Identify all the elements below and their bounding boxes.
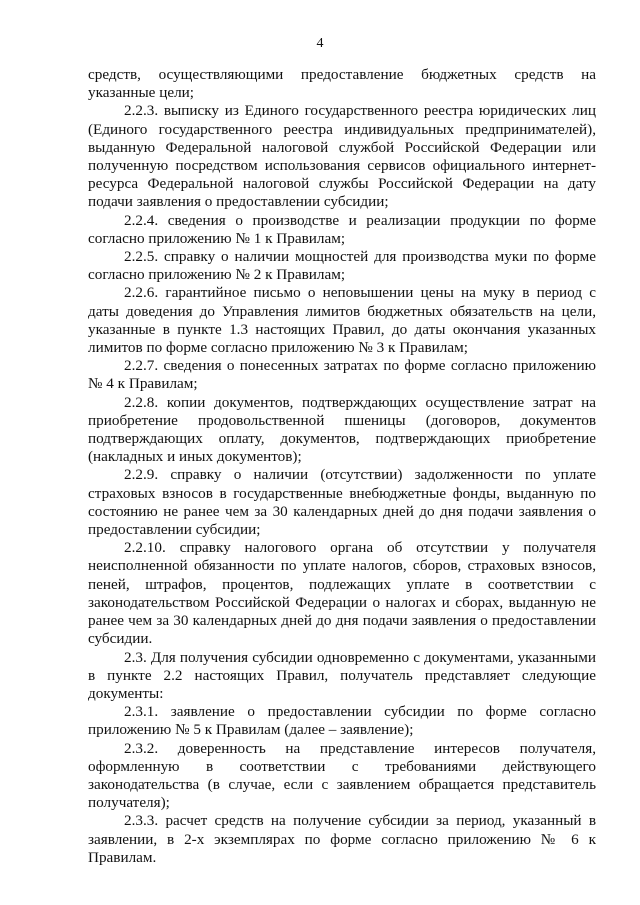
paragraph-2-2-5: 2.2.5. справку о наличии мощностей для производства муки по форме согласно приложению № 2 к Правилам;: [88, 248, 596, 284]
paragraph-2-3: 2.3. Для получения субсидии одновременно с документами, указанными в пункте 2.2 настоящих Правил, получатель представляет следующие документы:: [88, 648, 596, 702]
paragraph-2-2-7: 2.2.7. сведения о понесенных затратах по форме согласно приложению № 4 к Правилам;: [88, 357, 596, 393]
document-body: [88, 66, 596, 867]
paragraph-2-2-6: 2.2.6. гарантийное письмо о неповышении цены на муку в период с даты доведения до Управления лимитов бюджетных обязательств на цели, указанные в пункте 1.3 настоящих Правил, до даты окончания указанных лимитов по форме согласно приложению № 3 к Правилам;: [88, 284, 596, 357]
paragraph-2-3-1: 2.3.1. заявление о предоставлении субсидии по форме согласно приложению № 5 к Правилам (далее – заявление);: [88, 703, 596, 739]
paragraph-continuation: средств, осуществляющими предоставление бюджетных средств на указанные цели;: [88, 66, 596, 102]
paragraph-2-2-10: 2.2.10. справку налогового органа об отсутствии у получателя неисполненной обязанности по уплате налогов, сборов, страховых взносов, пеней, штрафов, процентов, подлежащих уплате в соответствии с законодательством Российской Федерации о налогах и сборах, выданную не ранее чем за 30 календарных дней до дня подачи заявления о предоставлении субсидии.: [88, 539, 596, 648]
paragraph-2-2-3: 2.2.3. выписку из Единого государственного реестра юридических лиц (Единого государственного реестра индивидуальных предпринимателей), выданную Федеральной налоговой службой Российской Федерации или полученную посредством использования сервисов официального интернет-ресурса Федеральной налоговой службы Российской Федерации на дату подачи заявления о предоставлении субсидии;: [88, 102, 596, 211]
page-number: 4: [316, 36, 324, 51]
paragraph-2-2-8: 2.2.8. копии документов, подтверждающих осуществление затрат на приобретение продовольственной пшеницы (договоров, документов подтверждающих оплату, документов, подтверждающих приобретение (накладных и иных документов);: [88, 393, 596, 466]
paragraph-2-3-2: 2.3.2. доверенность на представление интересов получателя, оформленную в соответствии с требованиями действующего законодательства (в случае, если с заявлением обращается представитель получателя);: [88, 739, 596, 812]
paragraph-2-3-3: 2.3.3. расчет средств на получение субсидии за период, указанный в заявлении, в 2-х экземплярах по форме согласно приложению № 6 к Правилам.: [88, 812, 596, 866]
paragraph-2-2-4: 2.2.4. сведения о производстве и реализации продукции по форме согласно приложению № 1 к Правилам;: [88, 211, 596, 247]
paragraph-2-2-9: 2.2.9. справку о наличии (отсутствии) задолженности по уплате страховых взносов в государственные внебюджетные фонды, выданную по состоянию не ранее чем за 30 календарных дней до дня подачи заявления о предоставлении субсидии;: [88, 466, 596, 539]
